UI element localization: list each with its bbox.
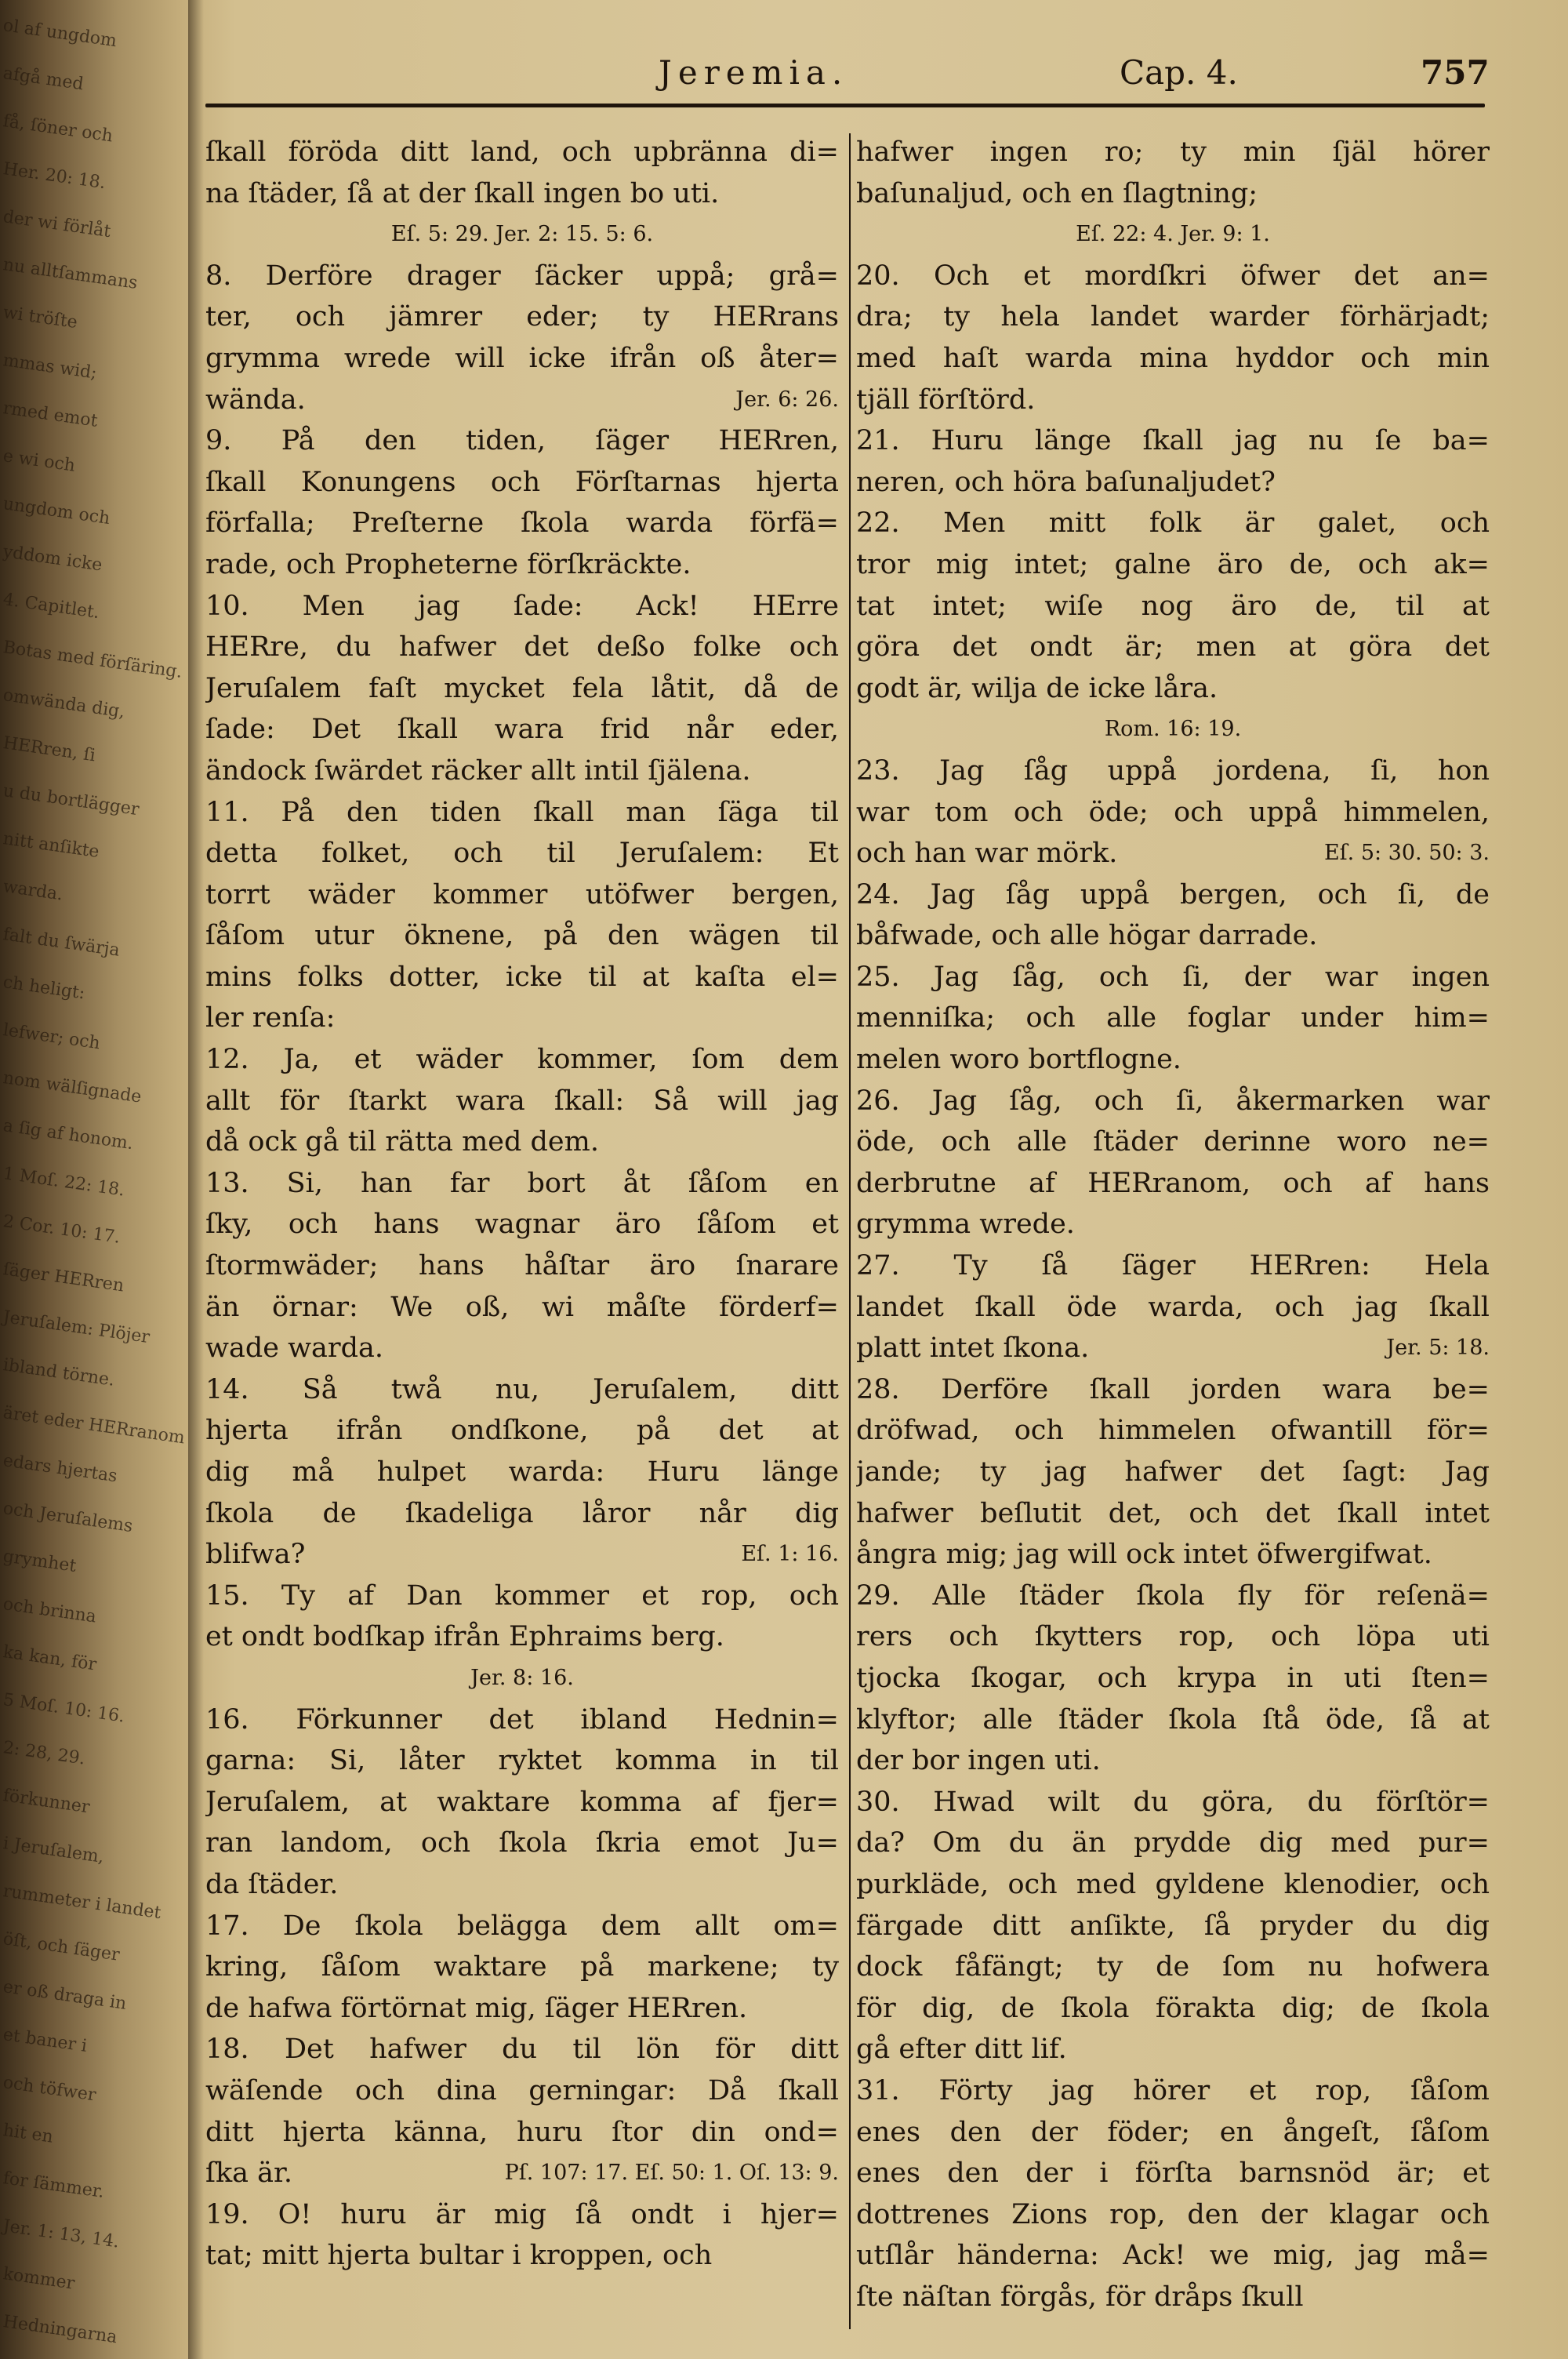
line-text: ler renſa: — [205, 1002, 336, 1034]
text-line — [205, 173, 839, 215]
line-text: godt är, wilja de icke låra. — [856, 672, 1218, 704]
line-text: 15. Ty af Dan kommer et rop, och — [205, 1579, 839, 1612]
previous-page-fragment: 5 Moſ. 10: 16. — [2, 1690, 126, 1727]
text-line — [856, 751, 1490, 792]
line-text: gå efter ditt lif. — [856, 2034, 1067, 2066]
text-line — [205, 1493, 839, 1535]
line-text: färgade ditt anſikte, ſå pryder du dig — [856, 1910, 1490, 1942]
line-text: båfwade, och alle högar darrade. — [856, 920, 1318, 952]
text-line — [856, 1287, 1490, 1329]
text-line — [205, 420, 839, 462]
line-text: klyftor; alle ſtäder ſkola ſtå öde, ſå at — [856, 1703, 1490, 1736]
text-line — [856, 833, 1490, 874]
column-divider — [849, 133, 851, 2329]
text-line — [205, 296, 839, 338]
line-text: melen woro bortflogne. — [856, 1044, 1181, 1076]
line-text: ſkola de ſkadeliga låror når dig — [205, 1497, 839, 1529]
previous-page-fragment: i Jeruſalem, — [2, 1834, 106, 1867]
text-line — [205, 1039, 839, 1081]
line-text: platt intet ſkona. — [856, 1332, 1090, 1365]
text-line — [856, 1452, 1490, 1493]
text-line — [856, 1410, 1490, 1452]
text-line — [205, 544, 839, 586]
previous-page-fragment: afgå med — [2, 64, 85, 95]
text-line — [856, 1782, 1490, 1823]
line-text: blifwa? — [205, 1539, 306, 1571]
text-line — [856, 1823, 1490, 1864]
text-line — [856, 668, 1490, 710]
previous-page-fragment: rmed emot — [2, 398, 100, 431]
cross-reference: Eſ. 5: 29. Jer. 2: 15. 5: 6. — [390, 222, 654, 247]
previous-page-fragment: grymhet — [2, 1547, 78, 1576]
text-line — [205, 1452, 839, 1493]
previous-page-fragment: hit en — [2, 2121, 55, 2147]
previous-page-fragment: lefwer; och — [2, 1020, 102, 1054]
previous-page-fragment: äret eder HERranom — [2, 1403, 187, 1448]
line-text: kring, ſåſom waktare på markene; ty — [205, 1951, 839, 1983]
line-text: 28. Derföre ſkall jorden wara be= — [856, 1373, 1490, 1405]
line-text: tat; mitt hjerta bultar i kroppen, och — [205, 2240, 713, 2272]
text-line — [856, 462, 1490, 503]
line-text: 20. Och et mordſkri öfwer det an= — [856, 260, 1490, 292]
text-line — [856, 1699, 1490, 1741]
text-line — [205, 338, 839, 380]
text-line — [856, 627, 1490, 668]
line-text: war tom och öde; och uppå himmelen, — [856, 796, 1490, 828]
previous-page-fragment: öſt, och ſäger — [2, 1929, 122, 1965]
line-text: HERre, du hafwer det deßo folke och — [205, 631, 839, 663]
line-text: 8. Derföre drager ſäcker uppå; grå= — [205, 260, 839, 292]
text-line — [856, 1081, 1490, 1122]
previous-page-fragment: er oß draga in — [2, 1977, 128, 2014]
previous-page-fragment: ungdom och — [2, 494, 111, 529]
previous-page-fragment: 4. Capitlet. — [2, 590, 101, 623]
previous-page-fragment: omwända dig, — [2, 685, 126, 722]
line-text: ångra mig; jag will ock intet öfwergifwat. — [856, 1539, 1432, 1571]
line-text: mins folks dotter, icke til at kaſta el= — [205, 961, 839, 993]
line-text: da ſtäder. — [205, 1868, 339, 1900]
text-line — [856, 1328, 1490, 1369]
line-text: wäſende och dina gerningar: Då ſkall — [205, 2074, 839, 2106]
line-text: ditt hjerta känna, huru ſtor din ond= — [205, 2116, 839, 2148]
text-line — [856, 544, 1490, 586]
line-text: ſade: Det ſkall wara frid når eder, — [205, 714, 839, 746]
text-line — [205, 1740, 839, 1782]
previous-page-fragment: e wi och — [2, 446, 77, 476]
text-line — [205, 709, 839, 751]
line-text: jande; ty jag hafwer det ſagt: Jag — [856, 1456, 1490, 1488]
text-line — [856, 503, 1490, 544]
line-text: 23. Jag ſåg uppå jordena, ſi, hon — [856, 754, 1490, 787]
line-text: 22. Men mitt folk är galet, och — [856, 507, 1490, 540]
text-line — [856, 1493, 1490, 1535]
text-line — [856, 132, 1490, 173]
line-text: grymma wrede. — [856, 1209, 1075, 1241]
previous-page-fragment: kommer — [2, 2264, 76, 2294]
text-line — [856, 874, 1490, 916]
previous-page-fragment: mmas wid; — [2, 351, 99, 383]
line-text: dottrenes Zions rop, den der klagar och — [856, 2198, 1490, 2230]
line-text: ſkall Konungens och Förſtarnas hjerta — [205, 466, 839, 498]
line-text: dra; ty hela landet warder förhärjadt; — [856, 301, 1490, 333]
scripture-reference-line — [856, 709, 1490, 751]
text-line — [205, 1864, 839, 1906]
line-text: 30. Hwad wilt du göra, du förſtör= — [856, 1786, 1490, 1818]
text-line — [205, 874, 839, 916]
line-text: detta folket, och til Jeruſalem: Et — [205, 838, 839, 870]
line-text: purkläde, och med gyldene klenodier, och — [856, 1868, 1490, 1900]
text-line — [205, 1369, 839, 1411]
previous-page-fragment: rummeter i landet — [2, 1881, 162, 1924]
line-text: än örnar: We oß, wi måſte förderf= — [205, 1291, 839, 1323]
text-line — [856, 1039, 1490, 1081]
line-text: förfalla; Preſterne ſkola warda förfä= — [205, 507, 839, 540]
running-title: Jeremia. — [659, 53, 849, 92]
text-line — [205, 1163, 839, 1205]
text-line — [205, 957, 839, 998]
line-text: de hafwa förtörnat mig, ſäger HERren. — [205, 1992, 748, 2024]
text-line — [856, 1576, 1490, 1617]
line-text: 25. Jag ſåg, och ſi, der war ingen — [856, 961, 1490, 993]
text-line — [205, 1204, 839, 1245]
line-text: 10. Men jag ſade: Ack! HErre — [205, 590, 839, 622]
text-line — [205, 1988, 839, 2030]
line-text: dock fåfängt; ty de ſom nu hofwera — [856, 1951, 1490, 1983]
line-text: wade warda. — [205, 1332, 384, 1365]
text-line — [856, 1740, 1490, 1782]
text-line — [205, 2153, 839, 2194]
previous-page-fragment: Hedningarna — [2, 2312, 118, 2348]
line-text: hafwer beſlutit det, och det ſkall intet — [856, 1497, 1490, 1529]
text-line — [856, 1864, 1490, 1906]
previous-page-fragment: få, ſöner och — [2, 111, 114, 147]
text-line — [856, 380, 1490, 421]
cross-reference: Pſ. 107: 17. Eſ. 50: 1. Oſ. 13: 9. — [504, 2161, 839, 2186]
previous-page-fragment: a ſig af honom. — [2, 1116, 135, 1154]
line-text: der bor ingen uti. — [856, 1745, 1101, 1777]
text-line — [856, 998, 1490, 1039]
line-text: tror mig intet; galne äro de, och ak= — [856, 548, 1490, 580]
line-text: garna: Si, låter ryktet komma in til — [205, 1745, 839, 1777]
text-line — [856, 2194, 1490, 2236]
header-rule — [205, 104, 1485, 107]
previous-page-fragment: ibland törne. — [2, 1355, 116, 1390]
line-text: tat intet; wiſe nog äro de, til at — [856, 590, 1490, 622]
cross-reference: Jer. 5: 18. — [1386, 1336, 1490, 1361]
line-text: göra det ondt är; men at göra det — [856, 631, 1490, 663]
line-text: 18. Det hafwer du til lön för ditt — [205, 2034, 839, 2066]
previous-page-fragment: ch heligt: — [2, 972, 86, 1004]
line-text: hjerta ifrån ondſkone, på det at — [205, 1415, 839, 1447]
text-line — [856, 2153, 1490, 2194]
text-line — [205, 1823, 839, 1864]
line-text: tjäll förſtörd. — [856, 383, 1036, 416]
text-line — [205, 627, 839, 668]
text-line — [856, 1616, 1490, 1658]
line-text: baſunaljud, och en ſlagtning; — [856, 177, 1258, 209]
line-text: et ondt bodſkap ifrån Ephraims berg. — [205, 1621, 724, 1653]
text-line — [205, 2112, 839, 2154]
text-line — [205, 1534, 839, 1576]
line-text: dröfwad, och himmelen ofwantill för= — [856, 1415, 1490, 1447]
text-line — [205, 462, 839, 503]
text-line — [205, 1287, 839, 1329]
text-line — [856, 1163, 1490, 1205]
text-line — [205, 1782, 839, 1823]
text-line — [205, 256, 839, 297]
line-text: utſlår händerna: Ack! we mig, jag må= — [856, 2240, 1490, 2272]
text-line — [856, 1658, 1490, 1699]
previous-page-fragment: HERren, ſi — [2, 733, 97, 766]
text-line — [856, 915, 1490, 957]
previous-page-fragment: wi tröſte — [2, 303, 79, 333]
line-text: na ſtäder, ſå at der ſkall ingen bo uti. — [205, 177, 720, 209]
previous-page-fragment: 1 Moſ. 22: 18. — [2, 1164, 126, 1201]
previous-page-fragment: warda. — [2, 877, 64, 905]
previous-page-fragment: Her. 20: 18. — [2, 159, 107, 194]
cross-reference: Jer. 8: 16. — [470, 1665, 574, 1690]
text-line — [856, 2235, 1490, 2277]
previous-page-fragment: och Jeruſalems — [2, 1499, 134, 1537]
line-text: 29. Alle ſtäder ſkola fly för reſenä= — [856, 1579, 1490, 1612]
text-line — [856, 586, 1490, 627]
line-text: enes den der föder; en ångeſt, ſåſom — [856, 2116, 1490, 2148]
previous-page-fragment: nom wälſignade — [2, 1068, 143, 1107]
text-line — [205, 792, 839, 834]
text-line — [205, 668, 839, 710]
text-line — [205, 1328, 839, 1369]
line-text: 12. Ja, et wäder kommer, ſom dem — [205, 1044, 839, 1076]
previous-page-fragment: u du bortlägger — [2, 781, 140, 820]
book-gutter — [188, 0, 204, 2359]
page-number: 757 — [1421, 53, 1490, 92]
text-line — [856, 1204, 1490, 1245]
cross-reference: Eſ. 1: 16. — [741, 1542, 839, 1567]
line-text: 26. Jag ſåg, och ſi, åkermarken war — [856, 1085, 1490, 1117]
line-text: allt för ſtarkt wara ſkall: Så will jag — [205, 1085, 839, 1117]
line-text: rers och ſkytters rop, och löpa uti — [856, 1621, 1490, 1653]
text-line — [856, 792, 1490, 834]
right-column — [856, 132, 1490, 2317]
previous-page-fragment: for ſämmer. — [2, 2168, 106, 2202]
text-line — [856, 420, 1490, 462]
line-text: torrt wäder kommer utöfwer bergen, — [205, 878, 839, 911]
text-line — [205, 1081, 839, 1122]
text-line — [856, 2070, 1490, 2112]
text-line — [856, 338, 1490, 380]
text-line — [205, 1121, 839, 1163]
line-text: menniſka; och alle foglar under him= — [856, 1002, 1490, 1034]
line-text: ſte näſtan förgås, för dråps ſkull — [856, 2281, 1304, 2313]
line-text: öde, och alle ſtäder derinne woro ne= — [856, 1126, 1490, 1158]
cross-reference: Eſ. 5: 30. 50: 3. — [1323, 841, 1490, 866]
text-line — [205, 1699, 839, 1741]
text-line — [205, 380, 839, 421]
line-text: 11. På den tiden ſkall man ſäga til — [205, 796, 839, 828]
text-line — [856, 1534, 1490, 1576]
text-line — [856, 296, 1490, 338]
line-text: 19. O! huru är mig ſå ondt i hjer= — [205, 2198, 839, 2230]
previous-page-fragment: nu alltſammans — [2, 255, 139, 293]
line-text: ſky, och hans wagnar äro ſåſom et — [205, 1209, 839, 1241]
text-line — [856, 1906, 1490, 1947]
text-line — [205, 2070, 839, 2112]
previous-page-fragment: falt du ſwärja — [2, 925, 122, 961]
text-line — [856, 2112, 1490, 2154]
line-text: 21. Huru länge ſkall jag nu ſe ba= — [856, 425, 1490, 457]
left-column — [205, 132, 839, 2277]
previous-page-fragment: ka kan, för — [2, 1642, 98, 1675]
line-text: ter, och jämrer eder; ty HERrans — [205, 301, 839, 333]
line-text: ſkall föröda ditt land, och upbränna di= — [205, 136, 839, 168]
chapter-label: Cap. 4. — [1120, 53, 1238, 92]
text-line — [205, 503, 839, 544]
line-text: grymma wrede will icke ifrån oß åter= — [205, 342, 839, 374]
text-line — [205, 915, 839, 957]
line-text: 24. Jag ſåg uppå bergen, och ſi, de — [856, 878, 1490, 911]
previous-page-fragment: 2 Cor. 10: 17. — [2, 1212, 122, 1248]
text-line — [856, 2029, 1490, 2070]
text-line — [856, 2277, 1490, 2318]
previous-page-fragment: förkunner — [2, 1786, 91, 1818]
line-text: 9. På den tiden, ſäger HERren, — [205, 425, 839, 457]
line-text: ſka är. — [205, 2157, 293, 2190]
line-text: ändock ſwärdet räcker allt intil ſjälena. — [205, 754, 751, 787]
text-line — [856, 1369, 1490, 1411]
line-text: ſåſom utur öknene, på den wägen til — [205, 920, 839, 952]
previous-page-fragment: der wi förlåt — [2, 207, 112, 242]
line-text: och han war mörk. — [856, 838, 1118, 870]
scripture-reference-line — [856, 214, 1490, 256]
text-line — [856, 1121, 1490, 1163]
line-text: 16. Förkunner det ibland Hednin= — [205, 1703, 839, 1736]
text-line — [205, 998, 839, 1039]
text-line — [856, 1988, 1490, 2030]
line-text: hafwer ingen ro; ty min ſjäl hörer — [856, 136, 1490, 168]
text-line — [205, 1410, 839, 1452]
text-line — [205, 586, 839, 627]
text-line — [205, 2235, 839, 2277]
line-text: 17. De ſkola belägga dem allt om= — [205, 1910, 839, 1942]
previous-page-fragment: och töfwer — [2, 2073, 97, 2106]
line-text: 14. Så twå nu, Jeruſalem, ditt — [205, 1373, 839, 1405]
line-text: med haſt warda mina hyddor och min — [856, 342, 1490, 374]
text-line — [856, 256, 1490, 297]
text-line — [856, 957, 1490, 998]
text-line — [856, 173, 1490, 215]
line-text: 31. Förty jag hörer et rop, ſåſom — [856, 2074, 1490, 2106]
text-line — [205, 833, 839, 874]
line-text: enes den der i förſta barnsnöd är; et — [856, 2157, 1490, 2190]
line-text: landet ſkall öde warda, och jag ſkall — [856, 1291, 1490, 1323]
text-line — [205, 1245, 839, 1287]
cross-reference: Rom. 16: 19. — [1104, 717, 1242, 742]
line-text: ſtormwäder; hans håſtar äro ſnarare — [205, 1250, 839, 1282]
line-text: 13. Si, han far bort åt ſåſom en — [205, 1167, 839, 1199]
text-line — [205, 1946, 839, 1988]
previous-page-fragment: 2: 28, 29. — [2, 1738, 87, 1769]
line-text: neren, och höra baſunaljudet? — [856, 466, 1276, 498]
cross-reference: Eſ. 22: 4. Jer. 9: 1. — [1076, 222, 1270, 247]
previous-page-edge — [0, 0, 192, 2359]
text-line — [205, 2029, 839, 2070]
previous-page-fragment: yddom icke — [2, 542, 103, 576]
text-line — [205, 1906, 839, 1947]
line-text: för dig, de ſkola förakta dig; de ſkola — [856, 1992, 1490, 2024]
previous-page-fragment: Jer. 1: 13, 14. — [2, 2216, 121, 2252]
line-text: da? Om du än prydde dig med pur= — [856, 1827, 1490, 1859]
line-text: då ock gå til rätta med dem. — [205, 1126, 599, 1158]
previous-page-fragment: och brinna — [2, 1594, 98, 1627]
previous-page-fragment: ol af ungdom — [2, 16, 118, 52]
line-text: derbrutne af HERranom, och af hans — [856, 1167, 1490, 1199]
text-line — [205, 2194, 839, 2236]
text-line — [205, 1576, 839, 1617]
previous-page-fragment: nitt anſikte — [2, 829, 101, 863]
text-line — [856, 1245, 1490, 1287]
previous-page-fragment: et baner i — [2, 2025, 89, 2056]
line-text: Jeruſalem, at waktare komma af fjer= — [205, 1786, 839, 1818]
previous-page-fragment: edars hjertas — [2, 1451, 119, 1487]
text-line — [205, 132, 839, 173]
line-text: tjocka ſkogar, och krypa in uti ſten= — [856, 1662, 1490, 1694]
line-text: dig må hulpet warda: Huru länge — [205, 1456, 839, 1488]
scripture-reference-line — [205, 1658, 839, 1699]
previous-page-fragment: ſäger HERren — [2, 1259, 125, 1296]
line-text: rade, och Propheterne förſkräckte. — [205, 548, 691, 580]
text-line — [205, 751, 839, 792]
previous-page-fragment: Botas med förſäring. — [2, 638, 184, 682]
scripture-reference-line — [205, 214, 839, 256]
line-text: ran landom, och ſkola ſkria emot Ju= — [205, 1827, 839, 1859]
text-line — [856, 1946, 1490, 1988]
line-text: wända. — [205, 383, 306, 416]
line-text: 27. Ty ſå ſäger HERren: Hela — [856, 1250, 1490, 1282]
cross-reference: Jer. 6: 26. — [735, 387, 839, 412]
previous-page-fragment: Jeruſalem: Plöjer — [2, 1307, 151, 1348]
text-line — [205, 1616, 839, 1658]
line-text: Jeruſalem faſt mycket fela låtit, då de — [205, 672, 839, 704]
